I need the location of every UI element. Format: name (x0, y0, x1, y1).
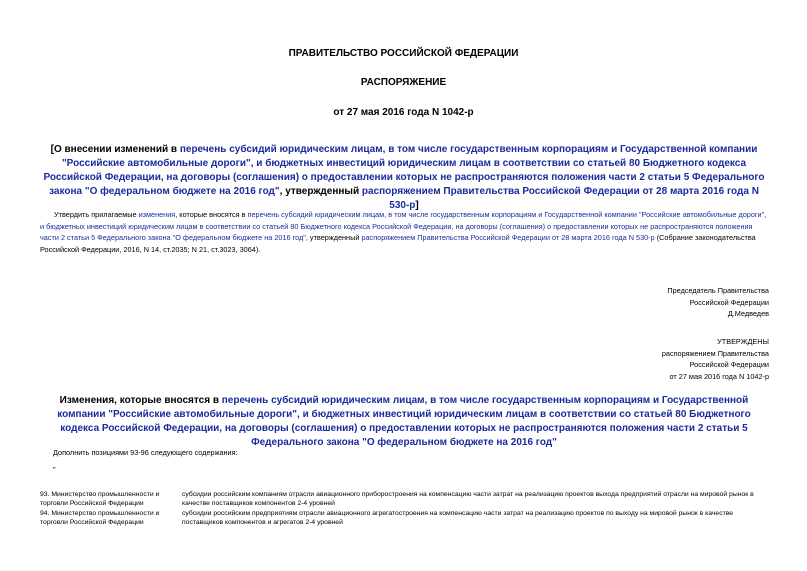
title-decree-link[interactable]: распоряжением Правительства Российской Федерации от 28 марта 2016 года N 530-р (361, 186, 759, 211)
table-row (40, 490, 770, 509)
body-paragraph (40, 209, 770, 255)
document-type-heading: РАСПОРЯЖЕНИЕ (360, 77, 447, 88)
body-text-3: , утвержденный (305, 233, 362, 242)
government-heading: ПРАВИТЕЛЬСТВО РОССИЙСКОЙ ФЕДЕРАЦИИ (288, 48, 519, 59)
changes-title-list-link[interactable]: перечень субсидий юридическим лицам, в том числе государственным корпорациям и Государственной компании "Российские автомобильные дороги", и бюджетных инвестиций юридическим лицам в соответствии со статьей 80 Бюджетного кодекса Российской Федерации, на договоры (соглашения) о предоставлении которых не распространяются положения части 2 статьи 5 Федерального закона "О федеральном бюджете на 2016 год" (57, 395, 751, 448)
date-number-heading: от 27 мая 2016 года N 1042-р (333, 107, 474, 118)
positions-table (40, 490, 770, 528)
signature-country: Российской Федерации (689, 297, 769, 307)
supplement-instruction: Дополнить позициями 93-96 следующего содержания: (53, 448, 238, 457)
signature-position: Председатель Правительства (667, 286, 769, 295)
approval-line-2: распоряжением Правительства (661, 348, 769, 358)
approval-title: УТВЕРЖДЕНЫ (717, 337, 769, 346)
body-decree-link[interactable]: распоряжением Правительства Российской Федерации от 28 марта 2016 года N 530-р (361, 233, 655, 242)
body-text-4: (Собрание законодательства Российской Федерации, 2016, N 14, ст.2035; N 21, ст.3023, 3064). (40, 233, 756, 254)
title-close-text: ] (415, 200, 419, 211)
title-mid-text: , утвержденный (279, 186, 362, 197)
signature-block (509, 285, 769, 320)
approval-line-3: Российской Федерации (689, 360, 769, 369)
body-list-link[interactable]: перечень субсидий юридическим лицам, в том числе государственным корпорациям и Государственной компании "Российские автомобильные дороги", и бюджетных инвестиций юридическим лицам в соответствии со статьей 80 Бюджетного кодекса Российской Федерации, на договоры (соглашения) о предоставлении которых не распространяются положения части 2 статьи 5 Федерального закона "О федеральном бюджете на 2016 год" (40, 210, 767, 242)
approval-line-4: от 27 мая 2016 года N 1042-р (669, 371, 769, 381)
title-open-text: [О внесении изменений в (50, 144, 180, 155)
title-list-link[interactable]: перечень субсидий юридическим лицам, в том числе государственным корпорациям и Государственной компании "Российские автомобильные дороги", и бюджетных инвестиций юридическим лицам в соответствии со статьей 80 Бюджетного кодекса Российской Федерации, на договоры (соглашения) о предоставлении которых не распространяются положения части 2 статьи 5 Федерального закона "О федеральном бюджете на 2016 год" (43, 144, 765, 197)
row-ministry-cell: 94. Министерство промышленности и торговли Российской Федерации (40, 510, 160, 526)
body-text-2: , которые вносятся в (175, 210, 248, 219)
changes-title (40, 394, 768, 450)
signature-name: Д.Медведев (727, 309, 769, 318)
document-title (40, 143, 768, 213)
body-text-1: Утвердить прилагаемые (54, 210, 139, 219)
body-changes-link[interactable]: изменения (138, 210, 176, 219)
changes-title-text: Изменения, которые вносятся в (59, 395, 222, 406)
row-description-cell: субсидии российским компаниям отрасли авиационного приборостроения на компенсацию части затрат на реализацию проектов выхода предприятий отрасли на мировой рынок в качестве поставщиков компонентов 2-4 уровней (182, 491, 754, 507)
opening-quote-mark: " (53, 465, 56, 474)
row-ministry-cell: 93. Министерство промышленности и торговли Российской Федерации (40, 491, 160, 507)
row-description-cell: субсидии российским предприятиям отрасли авиационного агрегатостроения на компенсацию части затрат на реализацию проектов по выходу на мировой рынок в качестве поставщиков компонентов и агрегатов 2-4 уровней (182, 510, 734, 526)
table-row (40, 509, 770, 528)
approval-block (509, 336, 769, 382)
